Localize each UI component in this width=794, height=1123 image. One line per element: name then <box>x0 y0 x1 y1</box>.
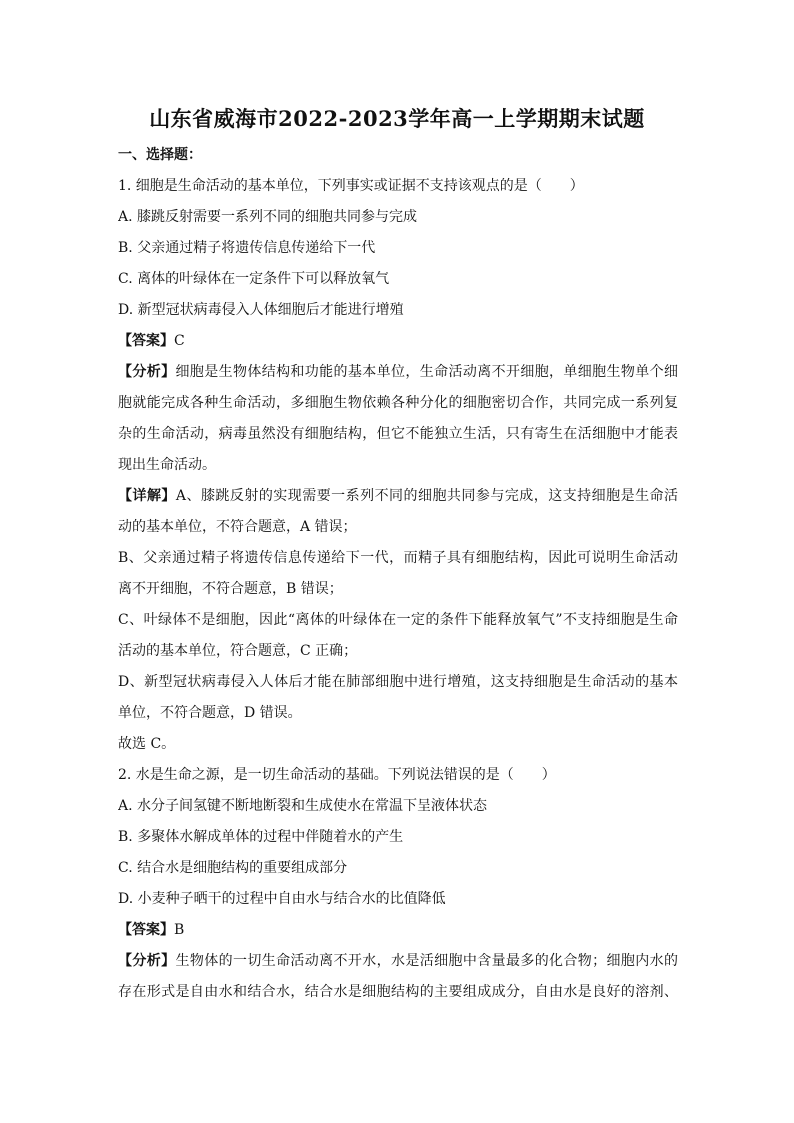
question-1-analysis-line: 胞就能完成各种生命活动，多细胞生物依赖各种分化的细胞密切合作，共同完成一系列复 <box>118 395 678 411</box>
question-1-detail-line: B、父亲通过精子将遗传信息传递给下一代，而精子具有细胞结构，因此可说明生命活动 <box>118 550 678 566</box>
answer-value: B <box>174 922 185 938</box>
detail-text: A、膝跳反射的实现需要一系列不同的细胞共同参与完成，这支持细胞是生命活 <box>175 488 678 504</box>
question-1-detail-line: 活动的基本单位，符合题意，C 正确； <box>118 643 358 659</box>
question-1-answer <box>118 331 678 351</box>
question-1-detail-line: 离不开细胞，不符合题意，B 错误； <box>118 581 343 597</box>
question-2-analysis-line: 存在形式是自由水和结合水，结合水是细胞结构的主要组成成分，自由水是良好的溶剂、 <box>118 984 678 1000</box>
question-1-option-c: C. 离体的叶绿体在一定条件下可以释放氧气 <box>118 271 390 287</box>
detail-label: 【详解】 <box>118 488 176 504</box>
question-1-analysis-line: 现出生命活动。 <box>118 457 216 473</box>
analysis-label: 【分析】 <box>118 953 176 969</box>
question-1-analysis-line <box>118 362 678 382</box>
answer-value: C <box>174 333 185 349</box>
question-1-option-d: D. 新型冠状病毒侵入人体细胞后才能进行增殖 <box>118 302 404 318</box>
question-1-option-b: B. 父亲通过精子将遗传信息传递给下一代 <box>118 240 376 256</box>
question-1-detail-line: C、叶绿体不是细胞，因此“离体的叶绿体在一定的条件下能释放氧气”不支持细胞是生命 <box>118 612 678 628</box>
answer-label: 【答案】 <box>118 333 174 349</box>
question-1-analysis-line: 杂的生命活动，病毒虽然没有细胞结构，但它不能独立生活，只有寄生在活细胞中才能表 <box>118 426 678 442</box>
question-1-detail-line: 单位，不符合题意，D 错误。 <box>118 705 302 721</box>
section-heading: 一、选择题： <box>118 147 202 163</box>
question-2-option-c: C. 结合水是细胞结构的重要组成部分 <box>118 860 348 876</box>
question-2-answer <box>118 920 678 940</box>
question-1-detail-line: 动的基本单位，不符合题意，A 错误； <box>118 519 357 535</box>
analysis-text: 生物体的一切生命活动离不开水，水是活细胞中含量最多的化合物；细胞内水的 <box>175 953 678 969</box>
page-title: 山东省威海市2022-2023学年高一上学期期末试题 <box>149 106 645 131</box>
question-1-conclusion: 故选 C。 <box>118 736 176 752</box>
question-1-stem: 1. 细胞是生命活动的基本单位，下列事实或证据不支持该观点的是（ ） <box>118 178 584 194</box>
analysis-label: 【分析】 <box>118 364 176 380</box>
question-1-detail-line <box>118 486 678 506</box>
question-2-stem: 2. 水是生命之源，是一切生命活动的基础。下列说法错误的是（ ） <box>118 767 556 783</box>
question-2-option-d: D. 小麦种子晒干的过程中自由水与结合水的比值降低 <box>118 891 446 907</box>
question-1-option-a: A. 膝跳反射需要一系列不同的细胞共同参与完成 <box>118 209 418 225</box>
question-1-detail-line: D、新型冠状病毒侵入人体后才能在肺部细胞中进行增殖，这支持细胞是生命活动的基本 <box>118 674 678 690</box>
analysis-text: 细胞是生物体结构和功能的基本单位，生命活动离不开细胞，单细胞生物单个细 <box>175 364 678 380</box>
question-2-analysis-line <box>118 951 678 971</box>
question-2-option-a: A. 水分子间氢键不断地断裂和生成使水在常温下呈液体状态 <box>118 798 488 814</box>
question-2-option-b: B. 多聚体水解成单体的过程中伴随着水的产生 <box>118 829 404 845</box>
answer-label: 【答案】 <box>118 922 174 938</box>
